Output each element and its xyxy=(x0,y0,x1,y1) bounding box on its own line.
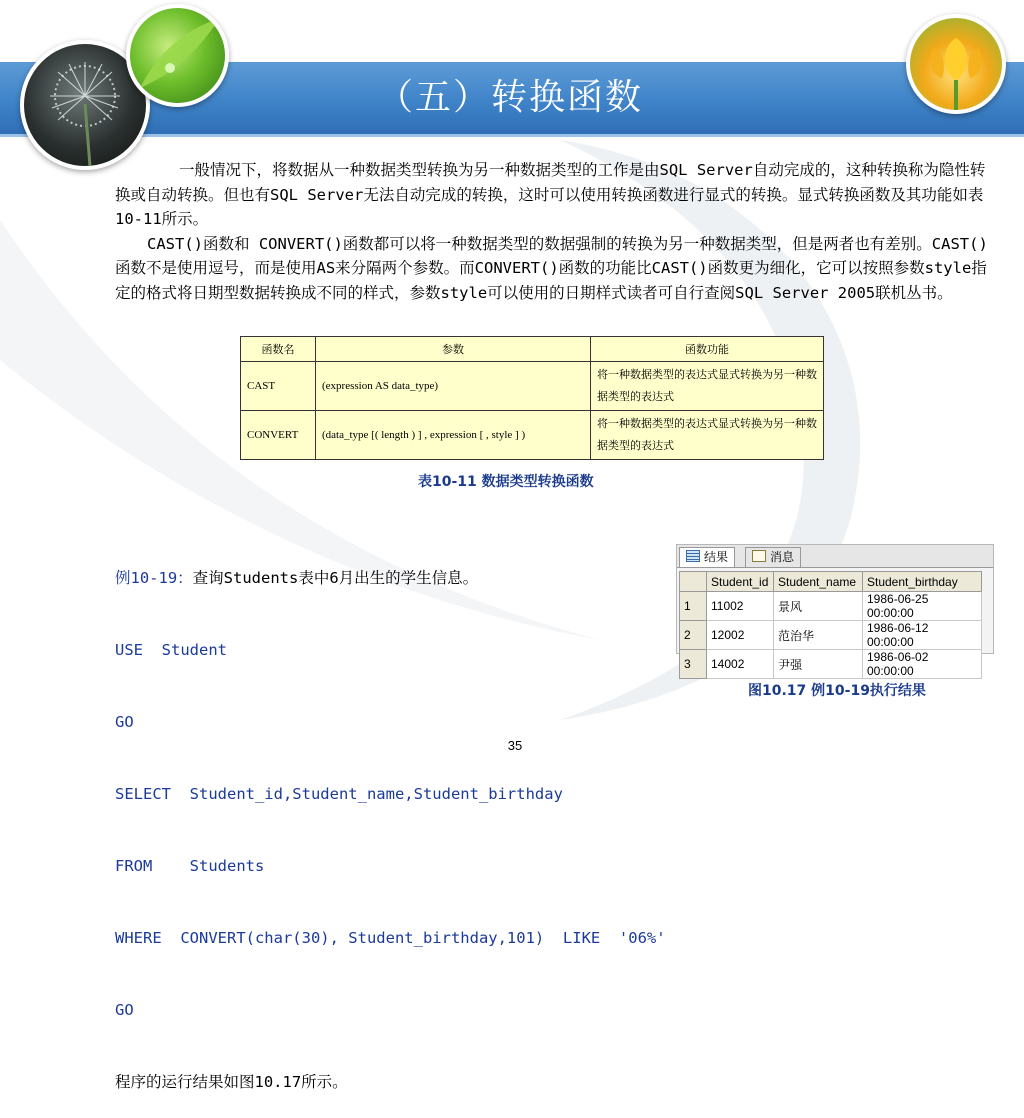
code-line: SELECT Student_id,Student_name,Student_birthday xyxy=(115,785,563,803)
tab-results-label: 结果 xyxy=(704,550,729,564)
cell-student-birthday[interactable]: 1986-06-02 00:00:00 xyxy=(863,650,982,679)
cell-function-name: CONVERT xyxy=(241,411,316,460)
page-number: 35 xyxy=(507,738,523,753)
tab-results[interactable] xyxy=(679,547,735,567)
code-line: GO xyxy=(115,1001,134,1019)
cell-student-name[interactable]: 景风 xyxy=(774,592,863,621)
grid-header-row xyxy=(680,572,982,592)
table-row[interactable] xyxy=(680,650,982,679)
row-number-header xyxy=(680,572,707,592)
cell-function-purpose: 将一种数据类型的表达式显式转换为另一种数据类型的表达式 xyxy=(591,362,824,411)
table-row xyxy=(241,411,824,460)
cell-student-id[interactable]: 12002 xyxy=(707,621,774,650)
table-caption: 表10-11 数据类型转换函数 xyxy=(418,474,594,490)
column-header[interactable]: Student_id xyxy=(707,572,774,592)
conversion-function-table xyxy=(240,336,824,460)
body-text xyxy=(115,158,990,305)
cell-student-id[interactable]: 11002 xyxy=(707,592,774,621)
header-function-purpose: 函数功能 xyxy=(591,337,824,362)
header-function-name: 函数名 xyxy=(241,337,316,362)
paragraph-2: CAST()函数和 CONVERT()函数都可以将一种数据类型的数据强制的转换为另一种数据类型，但是两者也有差别。CAST()函数不是使用逗号，而是使用AS来分隔两个参数。而CONVERT()函数的功能比CAST()函数更为细化，它可以按照参数style指定的格式将日期型数据转换成不同的样式，参数style可以使用的日期样式读者可自行查阅SQL Server 2005联机丛书。 xyxy=(115,234,988,302)
row-number: 1 xyxy=(680,592,707,621)
example-label: 例10-19： xyxy=(115,569,193,587)
green-leaf-photo xyxy=(126,4,229,107)
grid-icon xyxy=(686,550,700,562)
tab-messages-label: 消息 xyxy=(770,550,795,564)
cell-student-name[interactable]: 尹强 xyxy=(774,650,863,679)
table-row xyxy=(241,362,824,411)
query-result-pane xyxy=(676,544,994,678)
banner-underline xyxy=(0,134,1024,137)
cell-student-name[interactable]: 范治华 xyxy=(774,621,863,650)
result-grid xyxy=(679,571,982,679)
cell-function-purpose: 将一种数据类型的表达式显式转换为另一种数据类型的表达式 xyxy=(591,411,824,460)
tab-messages[interactable] xyxy=(745,547,801,567)
cell-parameters: (data_type [( length ) ] , expression [ , style ] ) xyxy=(316,411,591,460)
slide-title: （五）转换函数 xyxy=(376,77,643,118)
code-line: USE Student xyxy=(115,641,227,659)
table-row[interactable] xyxy=(680,592,982,621)
message-icon xyxy=(752,550,766,562)
table-row[interactable] xyxy=(680,621,982,650)
result-note: 程序的运行结果如图10.17所示。 xyxy=(115,1073,348,1091)
code-line: WHERE CONVERT(char(30), Student_birthday,101) LIKE '06%' xyxy=(115,929,666,947)
cell-parameters: (expression AS data_type) xyxy=(316,362,591,411)
column-header[interactable]: Student_name xyxy=(774,572,863,592)
cell-student-id[interactable]: 14002 xyxy=(707,650,774,679)
tulip-photo xyxy=(906,14,1006,114)
row-number: 2 xyxy=(680,621,707,650)
column-header[interactable]: Student_birthday xyxy=(863,572,982,592)
figure-caption: 图10.17 例10-19执行结果 xyxy=(748,683,926,699)
code-line: GO xyxy=(115,713,134,731)
paragraph-1: 一般情况下，将数据从一种数据类型转换为另一种数据类型的工作是由SQL Server自动完成的，这种转换称为隐性转换或自动转换。但也有SQL Server无法自动完成的转换，这时可以使用转换函数进行显式的转换。显式转换函数及其功能如表10-11所示。 xyxy=(115,161,986,228)
row-number: 3 xyxy=(680,650,707,679)
cell-function-name: CAST xyxy=(241,362,316,411)
cell-student-birthday[interactable]: 1986-06-25 00:00:00 xyxy=(863,592,982,621)
table-header-row xyxy=(241,337,824,362)
code-line: FROM Students xyxy=(115,857,265,875)
result-tabs xyxy=(677,545,993,568)
example-description: 查询Students表中6月出生的学生信息。 xyxy=(192,569,479,587)
header-parameters: 参数 xyxy=(316,337,591,362)
cell-student-birthday[interactable]: 1986-06-12 00:00:00 xyxy=(863,621,982,650)
